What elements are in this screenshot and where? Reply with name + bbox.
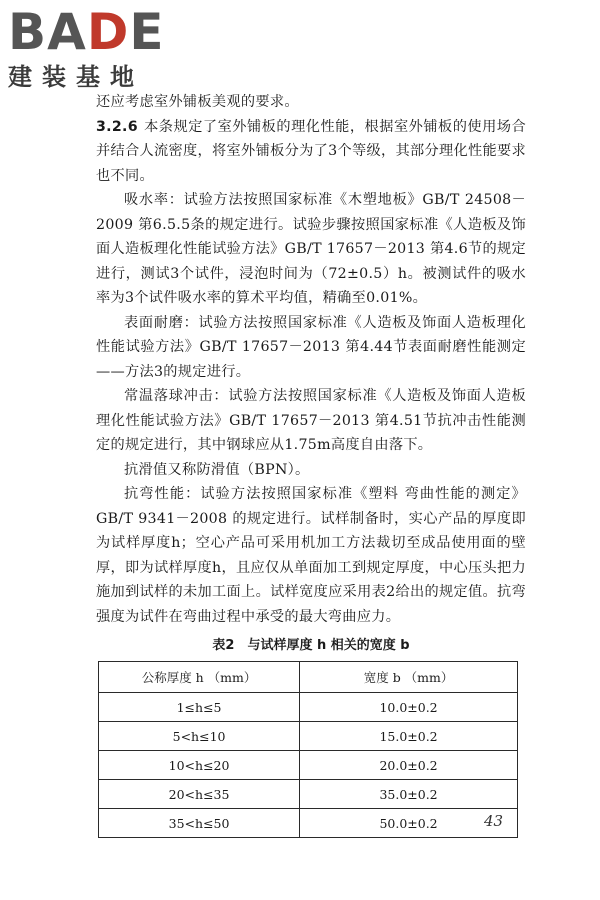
logo-chinese-name: 建装基地: [8, 63, 144, 91]
section-text: 本条规定了室外铺板的理化性能，根据室外铺板的使用场合并结合人流密度，将室外铺板分为了3个等级，其部分理化性能要求也不同。: [96, 118, 526, 184]
table-cell-width: 15.0±0.2: [300, 722, 518, 751]
table-row: [99, 722, 518, 751]
table-row: [99, 751, 518, 780]
table-header-row: [99, 662, 518, 693]
thickness-width-table: [98, 661, 518, 838]
table-cell-thickness: 35<h≤50: [99, 809, 300, 838]
section-number: 3.2.6: [96, 118, 138, 135]
paragraph-ball-impact: 常温落球冲击：试验方法按照国家标准《人造板及饰面人造板理化性能试验方法》GB/T 17657－2013 第4.51节抗冲击性能测定的规定进行，其中钢球应从1.75m高度自由落下。: [96, 388, 526, 453]
logo-brand-part1: BA: [8, 3, 87, 61]
logo-brand-part2: E: [129, 3, 165, 61]
logo-brand-accent: D: [86, 3, 130, 61]
table-cell-width: 20.0±0.2: [300, 751, 518, 780]
brand-logo: [8, 4, 178, 96]
table-cell-width: 35.0±0.2: [300, 780, 518, 809]
table-row: [99, 780, 518, 809]
table-cell-thickness: 1≤h≤5: [99, 693, 300, 722]
logo-wordmark: [8, 4, 164, 60]
table-cell-thickness: 5<h≤10: [99, 722, 300, 751]
table-cell-thickness: 20<h≤35: [99, 780, 300, 809]
table-header-width: 宽度 b （mm）: [300, 662, 518, 693]
page-number: 43: [484, 812, 504, 830]
table-row: [99, 693, 518, 722]
table-cell-width: 10.0±0.2: [300, 693, 518, 722]
table-caption: 表2 与试样厚度 h 相关的宽度 b: [212, 638, 410, 653]
table-header-thickness: 公称厚度 h （mm）: [99, 662, 300, 693]
table-row: [99, 809, 518, 838]
page-body: [96, 90, 526, 838]
paragraph-section-3-2-6: [96, 115, 526, 189]
paragraph-water-absorption: 吸水率：试验方法按照国家标准《木塑地板》GB/T 24508－2009 第6.5.5条的规定进行。试验步骤按照国家标准《人造板及饰面人造板理化性能试验方法》GB/T 17657－2013 第4.6节的规定进行，测试3个试件，浸泡时间为（72±0.5）h。被测试件的吸水率为3个试件吸水率的算术平均值，精确至0.01%。: [96, 192, 526, 306]
paragraph-bending: 抗弯性能：试验方法按照国家标准《塑料 弯曲性能的测定》GB/T 9341－2008 的规定进行。试样制备时，实心产品的厚度即为试样厚度h；空心产品可采用机加工方法裁切至成品使用面的壁厚，即为试样厚度h，且应仅从单面加工到规定厚度，中心压头把力施加到试样的未加工面上。试样宽度应采用表2给出的规定值。抗弯强度为试件在弯曲过程中承受的最大弯曲应力。: [96, 486, 526, 625]
paragraph-continuation: 还应考虑室外铺板美观的要求。: [96, 94, 299, 110]
paragraph-slip-resistance: 抗滑值又称防滑值（BPN）。: [124, 461, 310, 478]
paragraph-surface-abrasion: 表面耐磨：试验方法按照国家标准《人造板及饰面人造板理化性能试验方法》GB/T 17657－2013 第4.44节表面耐磨性能测定——方法3的规定进行。: [96, 314, 526, 380]
table-cell-thickness: 10<h≤20: [99, 751, 300, 780]
table-cell-width: 50.0±0.2: [300, 809, 518, 838]
